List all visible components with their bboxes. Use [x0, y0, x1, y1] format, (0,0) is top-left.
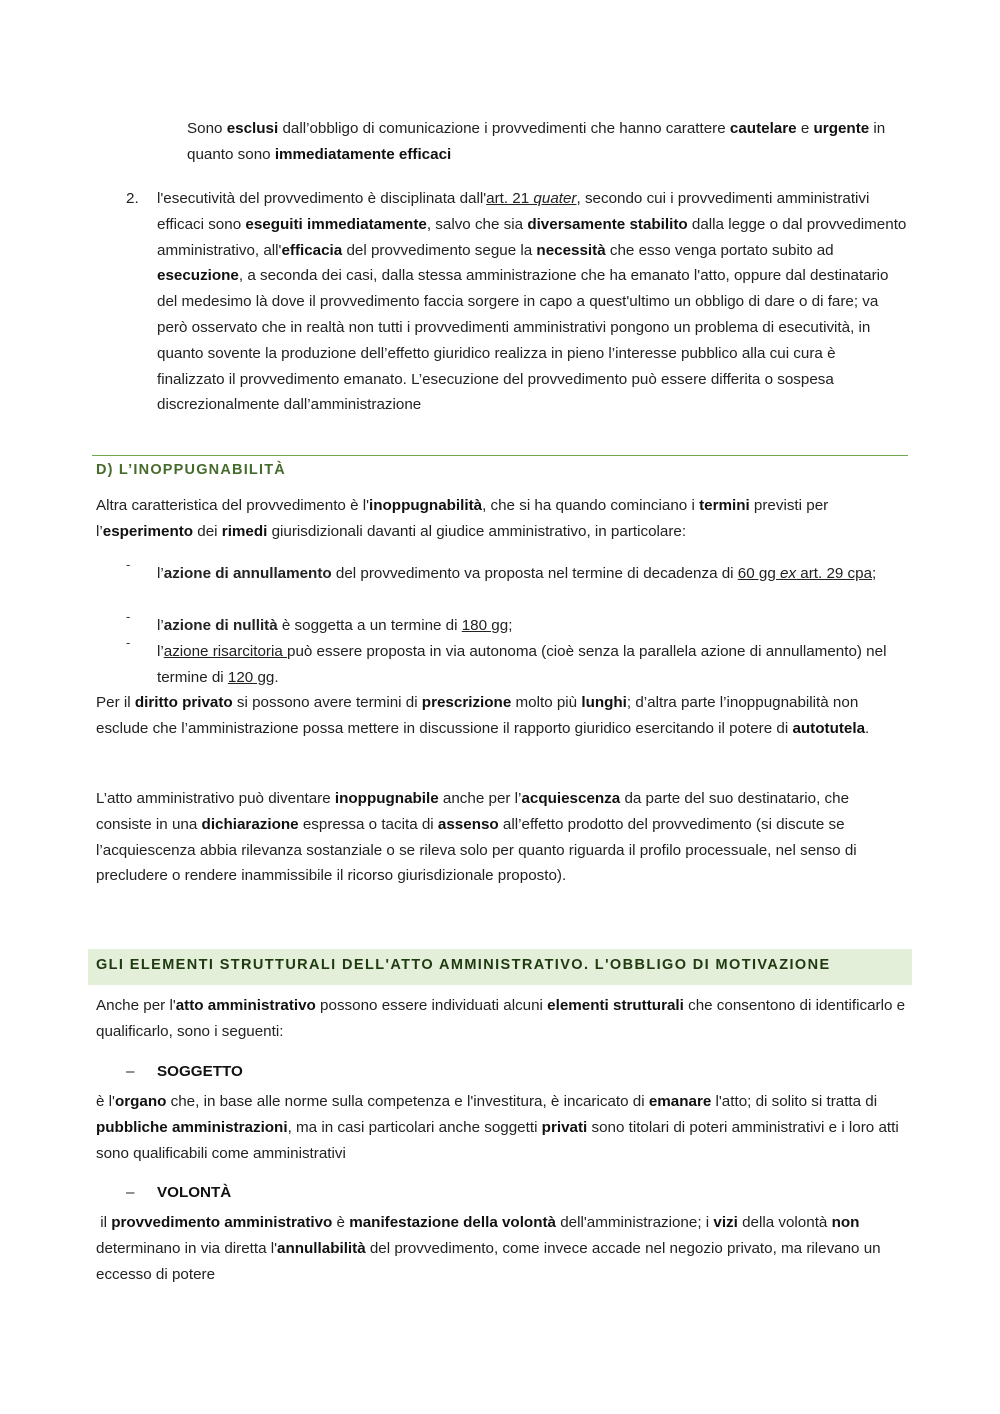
item-number: 2.	[126, 190, 139, 207]
bullet-nullita: l’azione di nullità è soggetta a un termine di 180 gg;	[157, 617, 513, 634]
soggetto-label: SOGGETTO	[157, 1063, 243, 1080]
section-elements-heading: GLI ELEMENTI STRUTTURALI DELL'ATTO AMMINISTRATIVO. L'OBBLIGO DI MOTIVAZIONE	[96, 957, 831, 973]
soggetto-paragraph: è l'organo che, in base alle norme sulla competenza e l'investitura, è incaricato di emanare l'atto; di solito si tratta di pubbliche amministrazioni, ma in casi particolari anche soggetti privati sono titolari di poteri amministrativi e i loro atti sono qualificabili come amministrativi	[96, 1093, 899, 1162]
section-d-paragraph-1: Altra caratteristica del provvedimento è l'inoppugnabilità, che si ha quando cominciano i termini previsti per l’esperimento dei rimedi giurisdizionali davanti al giudice amministrativo, in particolare:	[96, 497, 829, 540]
section-elements-paragraph-1: Anche per l'atto amministrativo possono essere individuati alcuni elementi strutturali che consentono di identificarlo e qualificarlo, sono i seguenti:	[96, 997, 906, 1040]
section-divider	[92, 455, 908, 456]
volonta-label: VOLONTÀ	[157, 1184, 232, 1201]
volonta-paragraph: il provvedimento amministrativo è manifestazione della volontà dell'amministrazione; i vizi della volontà non determinano in via diretta l'annullabilità del provvedimento, come invece accade nel negozio privato, ma rilevano un eccesso di potere	[96, 1214, 885, 1283]
section-d-paragraph-3: L’atto amministrativo può diventare inoppugnabile anche per l’acquiescenza da parte del suo destinatario, che consiste in una dichiarazione espressa o tacita di assenso all’effetto prodotto del provvedimento (si discute se l’acquiescenza abbia rilevanza sostanziale o se rileva solo per quanto riguarda il profilo processuale, nel senso di precludere o rendere inammissibile il ricorso giurisdizionale proposto).	[96, 790, 857, 885]
bullet-risarcitoria: l’azione risarcitoria può essere proposta in via autonoma (cioè senza la parallela azione di annullamento) nel termine di 120 gg.	[157, 643, 887, 686]
bullet-dash-icon: -	[126, 609, 131, 624]
bullet-dash-icon: -	[126, 635, 131, 650]
section-d-heading: D) L’INOPPUGNABILITÀ	[96, 462, 286, 478]
item-2-text: l'esecutività del provvedimento è disciplinata dall'art. 21 quater, secondo cui i provvedimenti amministrativi efficaci sono eseguiti immediatamente, salvo che sia diversamente stabilito dalla legge o dal provvedimento amministrativo, all'efficacia del provvedimento segue la necessità che esso venga portato subito ad esecuzione, a seconda dei casi, dalla stessa amministrazione che ha emanato l'atto, oppure dal destinatario del medesimo là dove il provvedimento faccia sorgere in capo a quest'ultimo un obbligo di dare o di fare; va però osservato che in realtà non tutti i provvedimenti amministrativi pongono un problema di esecutività, in quanto sovente la produzione dell’effetto giuridico realizza in pieno l’interesse pubblico alla cui cura è finalizzato il provvedimento emanato. L’esecuzione del provvedimento può essere differita o sospesa discrezionalmente dall’amministrazione	[157, 190, 907, 414]
article-ref-link: art. 21 quater	[486, 190, 577, 207]
dash-icon: –	[126, 1184, 135, 1201]
intro-paragraph: Sono esclusi dall’obbligo di comunicazione i provvedimenti che hanno carattere cautelare e urgente in quanto sono immediatamente efficaci	[187, 120, 886, 163]
dash-icon: –	[126, 1063, 135, 1080]
section-d-paragraph-2: Per il diritto privato si possono avere termini di prescrizione molto più lunghi; d’altra parte l’inoppugnabilità non esclude che l’amministrazione possa mettere in discussione il rapporto giuridico esercitando il potere di autotutela.	[96, 694, 870, 737]
bullet-annullamento: l’azione di annullamento del provvedimento va proposta nel termine di decadenza di 60 gg ex art. 29 cpa;	[157, 565, 877, 582]
bullet-dash-icon: -	[126, 557, 131, 572]
